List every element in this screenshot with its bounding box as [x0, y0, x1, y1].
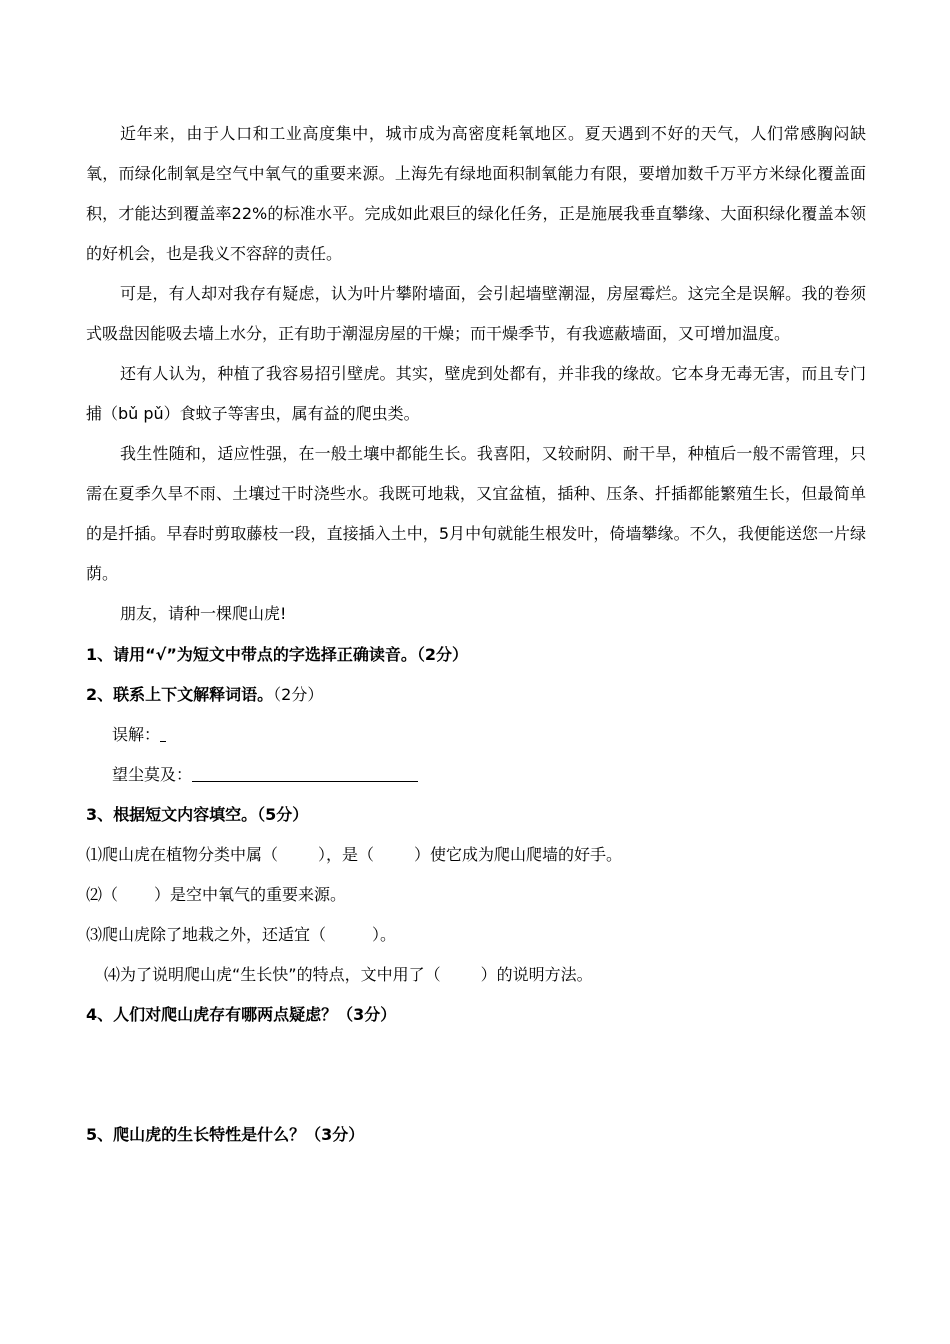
question-2-word-2-label: 望尘莫及： [112, 765, 193, 784]
question-3-item-4 [104, 965, 593, 985]
passage-paragraph-2: 可是，有人却对我存有疑虑，认为叶片攀附墙面，会引起墙壁潮湿，房屋霉烂。这完全是误解。我的卷须式吸盘因能吸去墙上水分，正有助于潮湿房屋的干燥；而干燥季节，有我遮蔽墙面，又可增加温度。 [86, 284, 866, 343]
question-1: 1、请用“√”为短文中带点的字选择正确读音。（2分） [86, 645, 468, 664]
answer-line-1[interactable] [160, 725, 166, 742]
question-2-title: 2、联系上下文解释词语。 [86, 685, 274, 704]
q3-3-text-b: ）。 [372, 925, 397, 944]
question-2 [86, 685, 323, 705]
q3-1-text-c: ）使它成为爬山爬墙的好手。 [414, 845, 623, 864]
question-2-word-2 [112, 765, 418, 785]
q3-4-text-a: ⑷为了说明爬山虎“生长快”的特点，文中用了（ [104, 965, 441, 984]
q3-1-text-b: ），是（ [318, 845, 375, 864]
q3-4-text-b: ）的说明方法。 [480, 965, 593, 984]
question-4: 4、人们对爬山虎存有哪两点疑虑？（3分） [86, 1005, 397, 1024]
question-3-item-3 [86, 925, 396, 945]
q3-3-text-a: ⑶爬山虎除了地栽之外，还适宜（ [86, 925, 327, 944]
passage-paragraph-5: 朋友，请种一棵爬山虎! [120, 604, 287, 623]
question-2-word-1-label: 误解： [112, 725, 161, 744]
q3-1-text-a: ⑴爬山虎在植物分类中属（ [86, 845, 279, 864]
answer-line-2[interactable] [192, 765, 418, 782]
q3-2-text-a: ⑵（ [86, 885, 119, 904]
q3-2-text-b: ）是空中氧气的重要来源。 [154, 885, 347, 904]
passage-paragraph-3: 还有人认为，种植了我容易招引壁虎。其实，壁虎到处都有，并非我的缘故。它本身无毒无害，而且专门捕（bǔ pǔ）食蚊子等害虫，属有益的爬虫类。 [86, 364, 866, 423]
question-2-score: （2分） [273, 685, 324, 704]
passage-paragraph-4: 我生性随和，适应性强，在一般土壤中都能生长。我喜阳，又较耐阴、耐干旱，种植后一般不需管理，只需在夏季久旱不雨、土壤过干时浇些水。我既可地栽，又宜盆植，插种、压条、扦插都能繁殖生长，但最简单的是扦插。早春时剪取藤枝一段，直接插入土中，5月中旬就能生根发叶，倚墙攀缘。不久，我便能送您一片绿荫。 [86, 444, 866, 583]
question-3: 3、根据短文内容填空。（5分） [86, 805, 309, 824]
question-3-item-2 [86, 885, 346, 905]
passage-paragraph-1: 近年来，由于人口和工业高度集中，城市成为高密度耗氧地区。夏天遇到不好的天气，人们常感胸闷缺氧，而绿化制氧是空气中氧气的重要来源。上海先有绿地面积制氧能力有限，要增加数千万平方米绿化覆盖面积，才能达到覆盖率22%的标准水平。完成如此艰巨的绿化任务，正是施展我垂直攀缘、大面积绿化覆盖本领的好机会，也是我义不容辞的责任。 [86, 124, 866, 263]
question-5: 5、爬山虎的生长特性是什么？（3分） [86, 1125, 365, 1144]
question-3-item-1 [86, 845, 622, 865]
question-2-word-1 [112, 725, 166, 745]
